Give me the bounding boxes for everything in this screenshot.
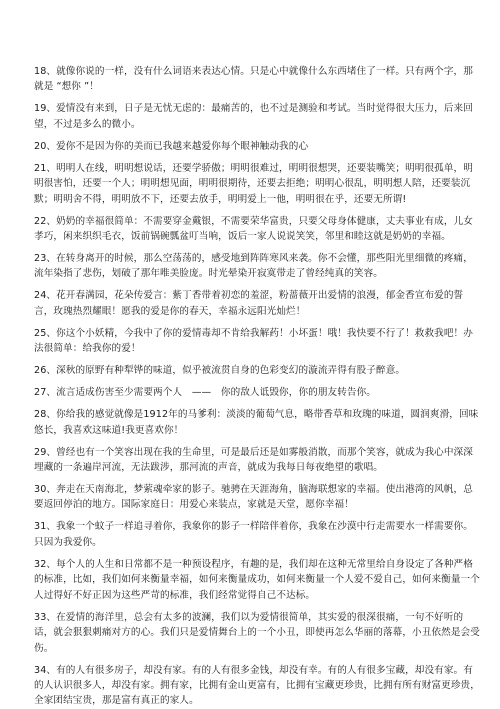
entry-32: 32、每个人的人生和日常都不是一种预设程序，有趣的是，我们却在这种无常里给自身设定了各种严格的标准，比如，我们如何来衡量幸福，如何来衡量成功，如何来衡量一个人爱不爱自己，如何来衡量一个人过得好不好正因为这些严苛的标准，我们经常觉得自己不达标。 — [34, 558, 480, 601]
entry-29: 29、曾经也有一个笑容出现在我的生命里，可是最后还是如雾般消散，而那个笑容，就成为我心中深深埋藏的一条遍岸河流，无法跋涉，那河流的声音，就成为我每日每夜绝望的歌唱。 — [34, 446, 473, 474]
entry-28: 28、你给我的感觉就像是1912年的马爹利：淡淡的葡萄气息，略带香草和玫瑰的味道，圆润爽滑，回味悠长，我喜欢这味道!我更喜欢你！ — [34, 409, 479, 436]
entry-25: 25、你这个小妖精，今我中了你的爱情毒却不肯给我解药！小坏蛋！哦！我快要不行了！救救我吧！办法很简单：给我你的爱！ — [34, 327, 473, 355]
entry-20: 20、爱你不是因为你的美而已我越来越爱你每个眼神触动我的心 — [34, 140, 309, 152]
entry-21: 21、明明人在线，明明想说话，还要学骄傲；明明很难过，明明很想哭，还要装嘴笑；明明很孤单，明明很害怕，还要一个人；明明想见面，明明很期待，还要去拒绝；明明心很乱，明明想人陪，还要装沉默；明明舍不得，明明放不下，还要去放手，明明爱上一他，明明很在乎，还要无所谓! — [34, 162, 473, 205]
entry-18: 18、就像你说的一样，没有什么词语来表达心情。只是心中就像什么东西堵住了一样。只有两个字，那就是 “想你 ”！ — [34, 66, 473, 93]
entry-31: 31、我象一个蚊子一样追寻着你，我象你的影子一样陪伴着你，我象在沙漠中行走需要水一样需要你。只因为我爱你。 — [34, 521, 473, 548]
entry-34: 34、有的人有很多房子，却没有家。有的人有很多金钱，却没有幸。有的人有很多宝藏，却没有家。有的人认识很多人，却没有家。拥有家，比拥有金山更富有，比拥有宝藏更珍贵，比拥有所有财富更珍贵，全家团结宝贵，那是富有真正的家人。 — [34, 664, 480, 707]
entry-26: 26、深秋的原野有种犁铧的味道，似乎被流贯自身的色彩变幻的漩流弄得有股子醉意。 — [34, 365, 406, 377]
entry-30: 30、奔走在天南海北，梦萦魂牵家的影子。驰骋在天涯海角，脑海联想家的幸福。使出港湾的风帆，总要返回停泊的地方。国际家庭日：用爱心来装点，家就是天堂，愿你幸福！ — [34, 484, 473, 511]
entry-22: 22、奶奶的幸福很简单：不需要穿金戴银，不需要荣华富贵，只要父母身体健康，丈夫事业有成，儿女孝巧，闲来织织毛衣，饭前锅碗瓢盆叮当响，饭后一家人说说笑笑，邻里和睦这就是奶奶的幸福。 — [34, 215, 473, 243]
entry-33: 33、在爱情的海洋里，总会有太多的波澜，我们以为爱情很简单，其实爱的很深很痛，一句不好听的话，就会狠狠刺痛对方的心。我们只是爱情舞台上的一个小丑，即使再怎么华丽的落幕，小丑依然是会受伤。 — [34, 611, 480, 654]
entry-23: 23、在转身离开的时候，那么空荡荡的，感受地到阵阵寒风来袭。你不会懂，那些阳光里细微的疼痛，流年染指了悲伤，划破了那年唯美脸庞。时光晕染开寂寞带走了曾经纯真的笑容。 — [34, 253, 473, 280]
entry-19: 19、爱情没有来到，日子是无忧无虑的：最痛苦的，也不过是测验和考试。当时觉得很大压力，后来回望，不过是多么的微小。 — [34, 103, 473, 130]
entry-24: 24、花开春满园，花朵传爱言：紫丁香带着初恋的羞涩，粉蔷薇开出爱情的浪漫，郁金香宣布爱的誓言，玫瑰热烈耀眼！愿我的爱是你的春天，幸福永远阳光灿烂！ — [34, 290, 464, 317]
entry-27: 27、流言适成伤害至少需要两个人 —— 你的敌人诋毁你，你的朋友转告你。 — [34, 387, 376, 399]
